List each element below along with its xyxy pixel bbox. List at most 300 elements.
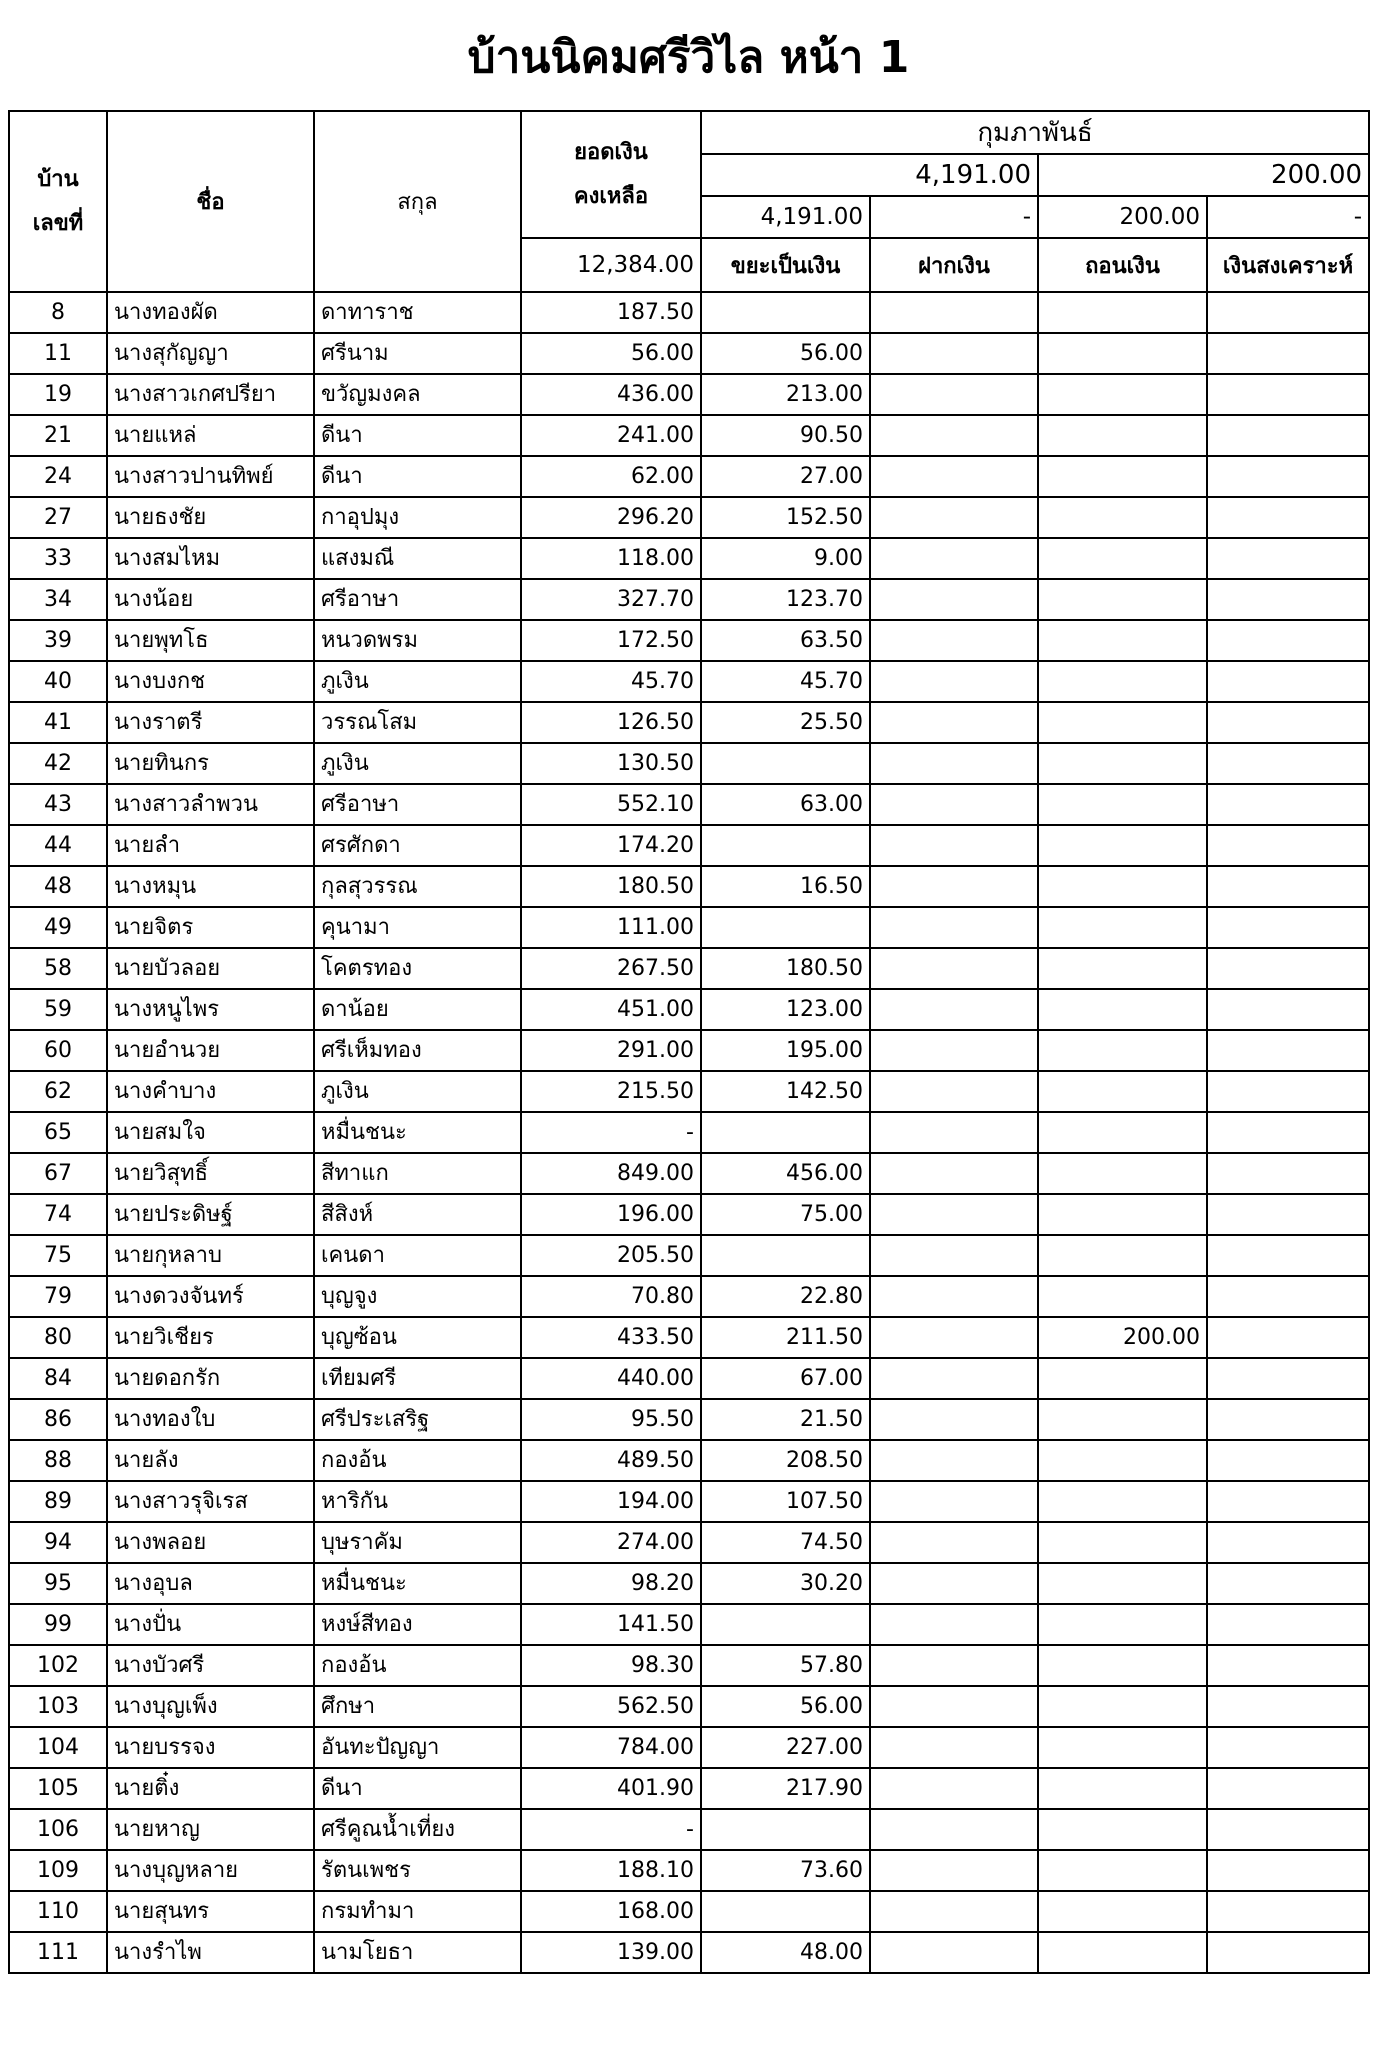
cell-name: นางราตรี: [107, 702, 314, 743]
cell-surname: คุนามา: [314, 907, 521, 948]
cell-welfare: [1207, 1481, 1369, 1522]
cell-house-no: 80: [9, 1317, 107, 1358]
header-name: ชื่อ: [107, 111, 314, 292]
cell-name: นายอำนวย: [107, 1030, 314, 1071]
cell-deposit: [870, 784, 1038, 825]
cell-house-no: 34: [9, 579, 107, 620]
cell-house-no: 104: [9, 1727, 107, 1768]
cell-house-no: 89: [9, 1481, 107, 1522]
table-row: [9, 743, 1369, 784]
cell-house-no: 8: [9, 292, 107, 333]
cell-deposit: [870, 825, 1038, 866]
cell-deposit: [870, 1645, 1038, 1686]
cell-waste: [701, 1235, 870, 1276]
cell-welfare: [1207, 1194, 1369, 1235]
cell-house-no: 111: [9, 1932, 107, 1973]
cell-withdraw: [1038, 538, 1207, 579]
table-row: [9, 415, 1369, 456]
cell-balance: 95.50: [521, 1399, 701, 1440]
cell-name: นายลัง: [107, 1440, 314, 1481]
cell-balance: 70.80: [521, 1276, 701, 1317]
cell-name: นายติ๋ง: [107, 1768, 314, 1809]
header-sub-welfare: -: [1207, 196, 1369, 238]
cell-house-no: 62: [9, 1071, 107, 1112]
cell-house-no: 75: [9, 1235, 107, 1276]
cell-withdraw: [1038, 1768, 1207, 1809]
table-row: [9, 1727, 1369, 1768]
cell-name: นางปั่น: [107, 1604, 314, 1645]
table-row: [9, 456, 1369, 497]
cell-deposit: [870, 1358, 1038, 1399]
cell-name: นายแหล่: [107, 415, 314, 456]
cell-waste: 25.50: [701, 702, 870, 743]
cell-deposit: [870, 456, 1038, 497]
cell-deposit: [870, 1112, 1038, 1153]
table-row: [9, 1153, 1369, 1194]
cell-withdraw: [1038, 292, 1207, 333]
cell-waste: 22.80: [701, 1276, 870, 1317]
cell-balance: 188.10: [521, 1850, 701, 1891]
cell-waste: 63.00: [701, 784, 870, 825]
cell-house-no: 74: [9, 1194, 107, 1235]
cell-deposit: [870, 1030, 1038, 1071]
cell-balance: -: [521, 1809, 701, 1850]
cell-surname: กองอ้น: [314, 1645, 521, 1686]
table-row: [9, 1030, 1369, 1071]
cell-withdraw: [1038, 1358, 1207, 1399]
cell-waste: [701, 1604, 870, 1645]
cell-waste: 56.00: [701, 333, 870, 374]
cell-welfare: [1207, 1522, 1369, 1563]
table-row: [9, 1604, 1369, 1645]
cell-name: นางพลอย: [107, 1522, 314, 1563]
cell-surname: หนวดพรม: [314, 620, 521, 661]
cell-waste: 195.00: [701, 1030, 870, 1071]
cell-name: นางสมไหม: [107, 538, 314, 579]
cell-deposit: [870, 1686, 1038, 1727]
cell-withdraw: [1038, 374, 1207, 415]
cell-welfare: [1207, 784, 1369, 825]
cell-welfare: [1207, 1932, 1369, 1973]
cell-withdraw: [1038, 784, 1207, 825]
cell-welfare: [1207, 1358, 1369, 1399]
cell-name: นางสาวเกศปรียา: [107, 374, 314, 415]
cell-deposit: [870, 702, 1038, 743]
table-row: [9, 1645, 1369, 1686]
cell-name: นางหมุน: [107, 866, 314, 907]
cell-welfare: [1207, 866, 1369, 907]
cell-withdraw: [1038, 1522, 1207, 1563]
cell-welfare: [1207, 743, 1369, 784]
cell-withdraw: [1038, 579, 1207, 620]
table-row: [9, 1563, 1369, 1604]
cell-house-no: 44: [9, 825, 107, 866]
cell-surname: ภูเงิน: [314, 661, 521, 702]
cell-surname: ศรีประเสริฐ: [314, 1399, 521, 1440]
cell-surname: สีทาแก: [314, 1153, 521, 1194]
cell-name: นางอุบล: [107, 1563, 314, 1604]
cell-balance: 172.50: [521, 620, 701, 661]
cell-surname: ขวัญมงคล: [314, 374, 521, 415]
table-row: [9, 1358, 1369, 1399]
cell-surname: ดาน้อย: [314, 989, 521, 1030]
cell-welfare: [1207, 1276, 1369, 1317]
cell-waste: 180.50: [701, 948, 870, 989]
cell-name: นายธงชัย: [107, 497, 314, 538]
cell-house-no: 11: [9, 333, 107, 374]
cell-name: นายสมใจ: [107, 1112, 314, 1153]
header-house-no: บ้าน เลขที่: [9, 111, 107, 292]
table-row: [9, 1399, 1369, 1440]
cell-balance: -: [521, 1112, 701, 1153]
cell-deposit: [870, 1194, 1038, 1235]
cell-house-no: 49: [9, 907, 107, 948]
cell-balance: 436.00: [521, 374, 701, 415]
cell-deposit: [870, 1563, 1038, 1604]
cell-welfare: [1207, 989, 1369, 1030]
cell-welfare: [1207, 1112, 1369, 1153]
cell-withdraw: [1038, 1809, 1207, 1850]
cell-waste: 67.00: [701, 1358, 870, 1399]
cell-deposit: [870, 743, 1038, 784]
cell-welfare: [1207, 1317, 1369, 1358]
cell-waste: 208.50: [701, 1440, 870, 1481]
cell-withdraw: [1038, 1563, 1207, 1604]
cell-balance: 194.00: [521, 1481, 701, 1522]
cell-withdraw: [1038, 1194, 1207, 1235]
ledger-table: [8, 110, 1370, 1974]
cell-deposit: [870, 620, 1038, 661]
cell-surname: กาอุปมุง: [314, 497, 521, 538]
cell-withdraw: [1038, 456, 1207, 497]
table-row: [9, 1522, 1369, 1563]
cell-waste: 57.80: [701, 1645, 870, 1686]
cell-waste: 152.50: [701, 497, 870, 538]
cell-welfare: [1207, 907, 1369, 948]
cell-name: นางบงกช: [107, 661, 314, 702]
cell-surname: กุลสุวรรณ: [314, 866, 521, 907]
cell-house-no: 40: [9, 661, 107, 702]
cell-balance: 174.20: [521, 825, 701, 866]
cell-surname: ดีนา: [314, 456, 521, 497]
cell-name: นางหนูไพร: [107, 989, 314, 1030]
cell-waste: 123.70: [701, 579, 870, 620]
cell-name: นายจิตร: [107, 907, 314, 948]
cell-name: นายบรรจง: [107, 1727, 314, 1768]
cell-withdraw: [1038, 497, 1207, 538]
cell-waste: [701, 1891, 870, 1932]
table-row: [9, 1440, 1369, 1481]
cell-withdraw: [1038, 1440, 1207, 1481]
cell-deposit: [870, 1317, 1038, 1358]
cell-deposit: [870, 661, 1038, 702]
cell-name: นายดอกรัก: [107, 1358, 314, 1399]
cell-name: นายวิสุทธิ์: [107, 1153, 314, 1194]
cell-welfare: [1207, 333, 1369, 374]
cell-balance: 401.90: [521, 1768, 701, 1809]
cell-withdraw: [1038, 1071, 1207, 1112]
cell-balance: 451.00: [521, 989, 701, 1030]
table-row: [9, 1481, 1369, 1522]
cell-withdraw: [1038, 333, 1207, 374]
cell-balance: 141.50: [521, 1604, 701, 1645]
cell-balance: 849.00: [521, 1153, 701, 1194]
header-month: กุมภาพันธ์: [701, 111, 1369, 154]
cell-house-no: 86: [9, 1399, 107, 1440]
table-row: [9, 538, 1369, 579]
header-balance-total: 12,384.00: [521, 238, 701, 292]
cell-surname: สีสิงห์: [314, 1194, 521, 1235]
cell-withdraw: [1038, 1276, 1207, 1317]
cell-surname: เคนดา: [314, 1235, 521, 1276]
cell-withdraw: [1038, 1686, 1207, 1727]
cell-house-no: 65: [9, 1112, 107, 1153]
cell-balance: 489.50: [521, 1440, 701, 1481]
cell-deposit: [870, 907, 1038, 948]
cell-withdraw: [1038, 1030, 1207, 1071]
table-row: [9, 1317, 1369, 1358]
cell-house-no: 110: [9, 1891, 107, 1932]
cell-waste: 213.00: [701, 374, 870, 415]
cell-surname: อันทะปัญญา: [314, 1727, 521, 1768]
cell-waste: 16.50: [701, 866, 870, 907]
cell-waste: [701, 1112, 870, 1153]
cell-surname: บุญจูง: [314, 1276, 521, 1317]
cell-balance: 291.00: [521, 1030, 701, 1071]
cell-surname: บุญซ้อน: [314, 1317, 521, 1358]
table-row: [9, 1809, 1369, 1850]
header-col-waste: ขยะเป็นเงิน: [701, 238, 870, 292]
cell-balance: 56.00: [521, 333, 701, 374]
cell-welfare: [1207, 1030, 1369, 1071]
table-row: [9, 784, 1369, 825]
cell-welfare: [1207, 1604, 1369, 1645]
cell-surname: ดีนา: [314, 1768, 521, 1809]
cell-balance: 274.00: [521, 1522, 701, 1563]
cell-house-no: 43: [9, 784, 107, 825]
cell-welfare: [1207, 1071, 1369, 1112]
cell-balance: 562.50: [521, 1686, 701, 1727]
cell-name: นายประดิษฐ์: [107, 1194, 314, 1235]
cell-withdraw: [1038, 1399, 1207, 1440]
cell-name: นายพุทโธ: [107, 620, 314, 661]
cell-welfare: [1207, 456, 1369, 497]
cell-withdraw: [1038, 948, 1207, 989]
cell-waste: 56.00: [701, 1686, 870, 1727]
cell-withdraw: [1038, 907, 1207, 948]
cell-deposit: [870, 292, 1038, 333]
cell-house-no: 109: [9, 1850, 107, 1891]
cell-house-no: 48: [9, 866, 107, 907]
table-row: [9, 907, 1369, 948]
table-row: [9, 866, 1369, 907]
cell-name: นางสาวรุจิเรส: [107, 1481, 314, 1522]
cell-deposit: [870, 1809, 1038, 1850]
table-row: [9, 1850, 1369, 1891]
cell-house-no: 103: [9, 1686, 107, 1727]
cell-balance: 168.00: [521, 1891, 701, 1932]
cell-name: นายกุหลาบ: [107, 1235, 314, 1276]
cell-surname: นามโยธา: [314, 1932, 521, 1973]
table-header: [9, 111, 1369, 292]
cell-waste: 27.00: [701, 456, 870, 497]
cell-withdraw: [1038, 1153, 1207, 1194]
cell-surname: ศรีเห็มทอง: [314, 1030, 521, 1071]
cell-house-no: 24: [9, 456, 107, 497]
cell-surname: กองอ้น: [314, 1440, 521, 1481]
table-row: [9, 1768, 1369, 1809]
header-col-withdraw: ถอนเงิน: [1038, 238, 1207, 292]
cell-deposit: [870, 538, 1038, 579]
cell-welfare: [1207, 661, 1369, 702]
cell-withdraw: [1038, 620, 1207, 661]
cell-name: นายบัวลอย: [107, 948, 314, 989]
cell-name: นางทองใบ: [107, 1399, 314, 1440]
table-row: [9, 374, 1369, 415]
cell-deposit: [870, 1891, 1038, 1932]
cell-balance: 98.20: [521, 1563, 701, 1604]
cell-surname: ศึกษา: [314, 1686, 521, 1727]
cell-surname: หมื่นชนะ: [314, 1112, 521, 1153]
table-row: [9, 1276, 1369, 1317]
cell-balance: 552.10: [521, 784, 701, 825]
cell-withdraw: [1038, 415, 1207, 456]
cell-welfare: [1207, 1809, 1369, 1850]
cell-surname: ดีนา: [314, 415, 521, 456]
cell-house-no: 33: [9, 538, 107, 579]
cell-balance: 126.50: [521, 702, 701, 743]
cell-deposit: [870, 497, 1038, 538]
cell-name: นางทองผัด: [107, 292, 314, 333]
cell-welfare: [1207, 374, 1369, 415]
cell-name: นางสาวลำพวน: [107, 784, 314, 825]
cell-withdraw: [1038, 1604, 1207, 1645]
cell-house-no: 95: [9, 1563, 107, 1604]
cell-deposit: [870, 866, 1038, 907]
table-row: [9, 1235, 1369, 1276]
cell-surname: แสงมณี: [314, 538, 521, 579]
cell-name: นายลำ: [107, 825, 314, 866]
table-row: [9, 579, 1369, 620]
cell-name: นายวิเชียร: [107, 1317, 314, 1358]
cell-deposit: [870, 1399, 1038, 1440]
header-sub-withdraw: 200.00: [1038, 196, 1207, 238]
cell-waste: 9.00: [701, 538, 870, 579]
cell-withdraw: [1038, 1891, 1207, 1932]
table-row: [9, 825, 1369, 866]
header-col-welfare: เงินสงเคราะห์: [1207, 238, 1369, 292]
cell-surname: หงษ์สีทอง: [314, 1604, 521, 1645]
cell-waste: 45.70: [701, 661, 870, 702]
cell-balance: 62.00: [521, 456, 701, 497]
cell-balance: 187.50: [521, 292, 701, 333]
cell-deposit: [870, 1276, 1038, 1317]
header-balance: ยอดเงิน คงเหลือ: [521, 111, 701, 238]
cell-waste: 456.00: [701, 1153, 870, 1194]
cell-surname: รัตนเพชร: [314, 1850, 521, 1891]
cell-welfare: [1207, 1645, 1369, 1686]
cell-deposit: [870, 948, 1038, 989]
cell-welfare: [1207, 1768, 1369, 1809]
table-row: [9, 702, 1369, 743]
cell-welfare: [1207, 620, 1369, 661]
header-sub-waste: 4,191.00: [701, 196, 870, 238]
cell-deposit: [870, 333, 1038, 374]
cell-deposit: [870, 1604, 1038, 1645]
cell-waste: [701, 825, 870, 866]
cell-welfare: [1207, 292, 1369, 333]
cell-house-no: 58: [9, 948, 107, 989]
cell-withdraw: [1038, 1481, 1207, 1522]
cell-house-no: 84: [9, 1358, 107, 1399]
cell-name: นางสาวปานทิพย์: [107, 456, 314, 497]
cell-name: นางรำไพ: [107, 1932, 314, 1973]
cell-balance: 111.00: [521, 907, 701, 948]
cell-waste: [701, 1809, 870, 1850]
cell-surname: ศรศักดา: [314, 825, 521, 866]
cell-deposit: [870, 579, 1038, 620]
cell-name: นางสุกัญญา: [107, 333, 314, 374]
cell-waste: 74.50: [701, 1522, 870, 1563]
cell-deposit: [870, 1071, 1038, 1112]
cell-deposit: [870, 415, 1038, 456]
cell-welfare: [1207, 415, 1369, 456]
cell-withdraw: [1038, 661, 1207, 702]
cell-withdraw: [1038, 825, 1207, 866]
cell-house-no: 94: [9, 1522, 107, 1563]
table-row: [9, 661, 1369, 702]
cell-balance: 205.50: [521, 1235, 701, 1276]
cell-welfare: [1207, 497, 1369, 538]
cell-balance: 215.50: [521, 1071, 701, 1112]
cell-deposit: [870, 1235, 1038, 1276]
cell-welfare: [1207, 1153, 1369, 1194]
cell-house-no: 42: [9, 743, 107, 784]
cell-name: นายหาญ: [107, 1809, 314, 1850]
cell-house-no: 99: [9, 1604, 107, 1645]
cell-waste: 63.50: [701, 620, 870, 661]
cell-deposit: [870, 374, 1038, 415]
cell-welfare: [1207, 1399, 1369, 1440]
header-sub-deposit: -: [870, 196, 1038, 238]
cell-welfare: [1207, 1563, 1369, 1604]
cell-deposit: [870, 1932, 1038, 1973]
cell-house-no: 59: [9, 989, 107, 1030]
cell-withdraw: [1038, 1645, 1207, 1686]
cell-deposit: [870, 989, 1038, 1030]
header-col-deposit: ฝากเงิน: [870, 238, 1038, 292]
cell-welfare: [1207, 948, 1369, 989]
cell-house-no: 67: [9, 1153, 107, 1194]
cell-surname: ศรีอาษา: [314, 784, 521, 825]
cell-welfare: [1207, 702, 1369, 743]
cell-withdraw: [1038, 989, 1207, 1030]
cell-waste: [701, 292, 870, 333]
cell-welfare: [1207, 825, 1369, 866]
table-row: [9, 620, 1369, 661]
table-row: [9, 1071, 1369, 1112]
cell-deposit: [870, 1768, 1038, 1809]
cell-balance: 784.00: [521, 1727, 701, 1768]
cell-house-no: 60: [9, 1030, 107, 1071]
cell-surname: บุษราคัม: [314, 1522, 521, 1563]
cell-welfare: [1207, 579, 1369, 620]
cell-name: นางน้อย: [107, 579, 314, 620]
cell-name: นางดวงจันทร์: [107, 1276, 314, 1317]
cell-name: นางบุญหลาย: [107, 1850, 314, 1891]
cell-welfare: [1207, 538, 1369, 579]
cell-house-no: 102: [9, 1645, 107, 1686]
